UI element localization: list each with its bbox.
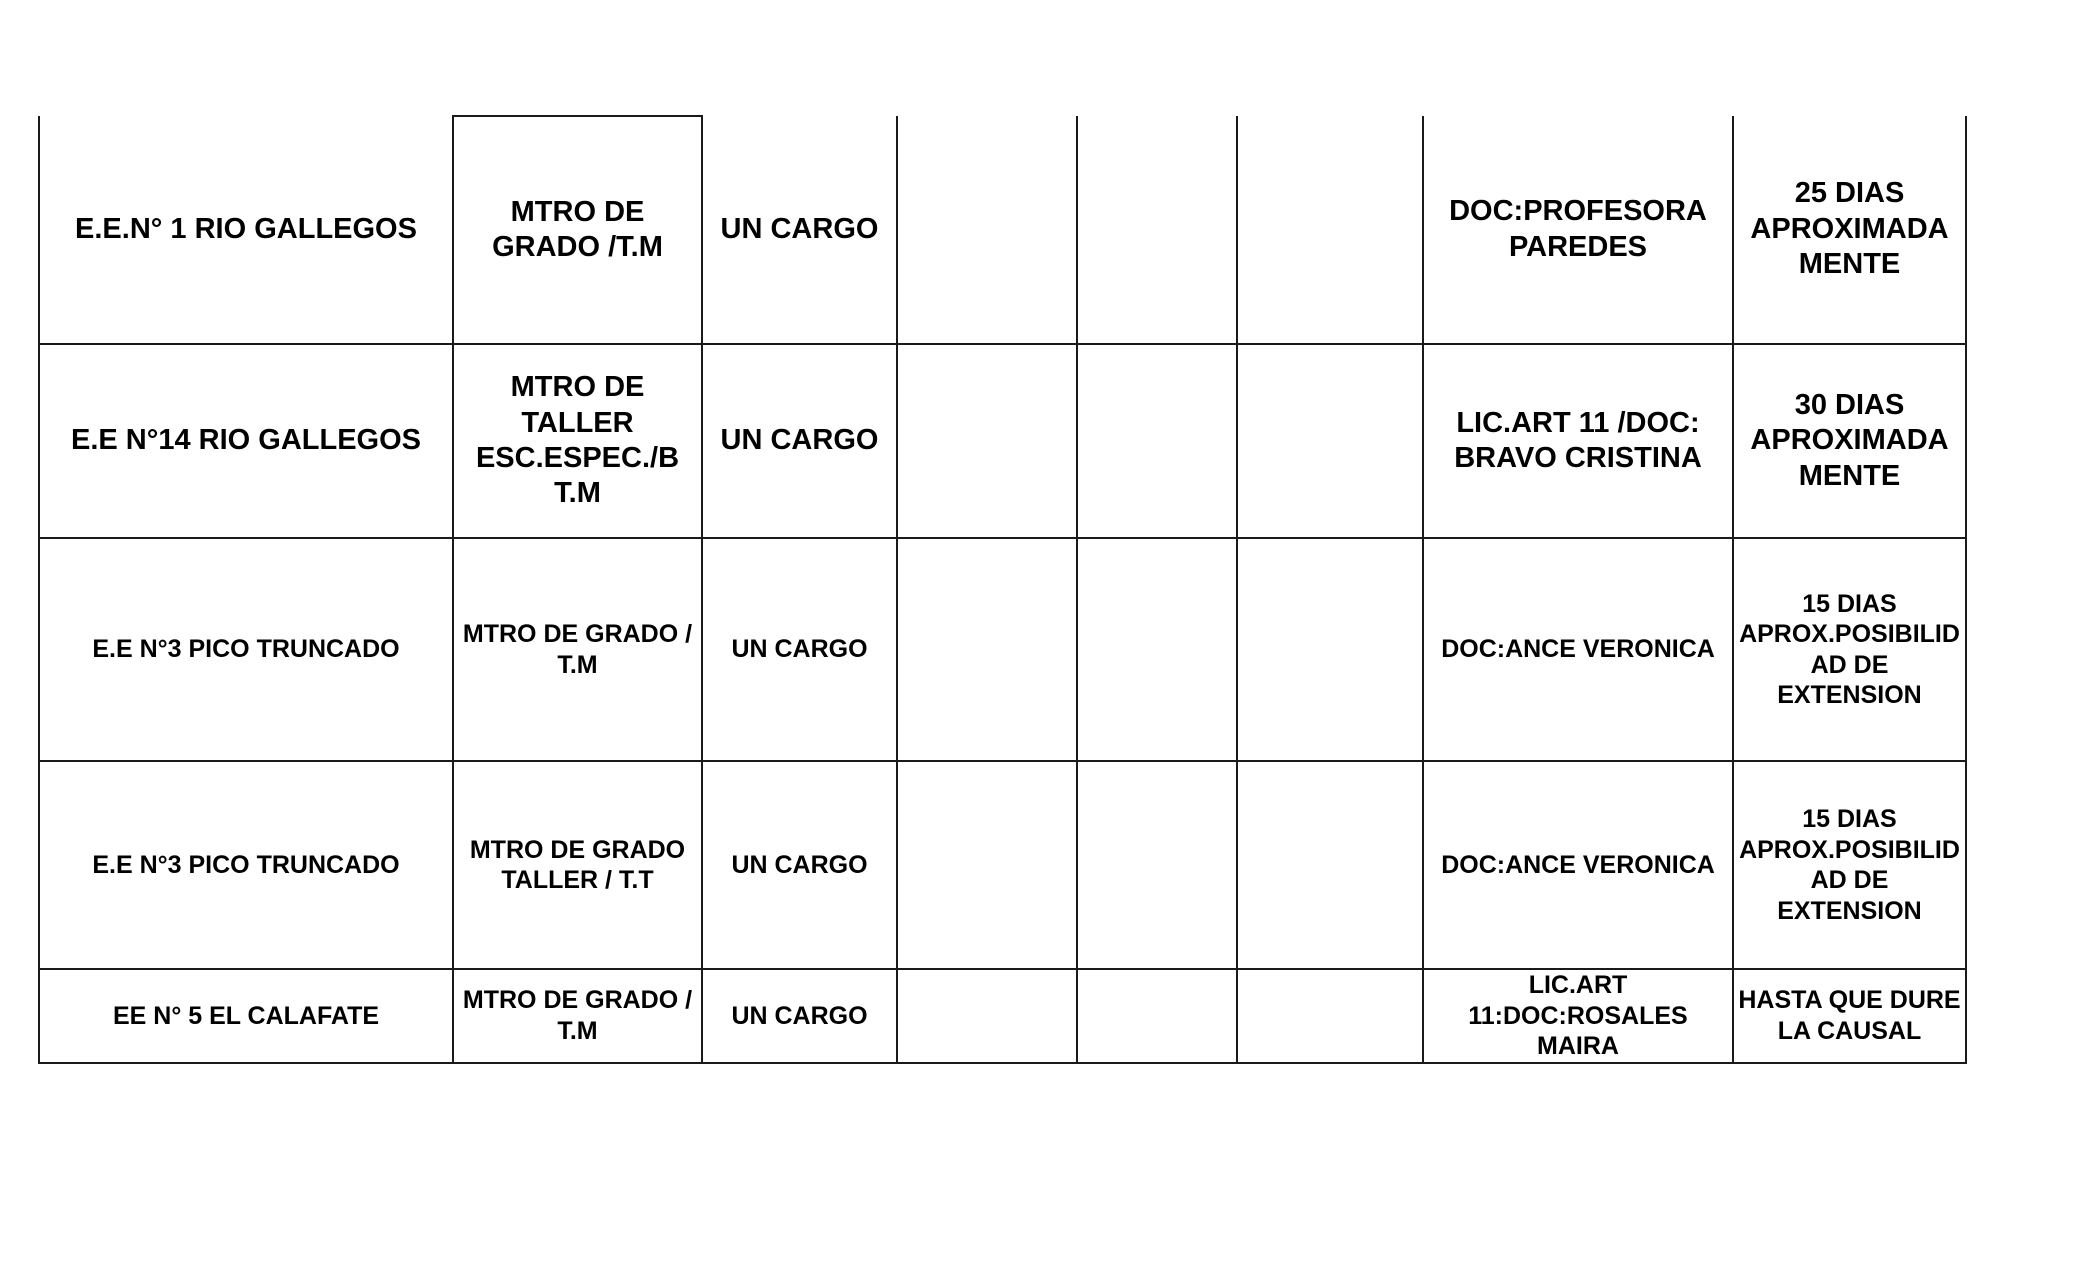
school-cell: E.E N°3 PICO TRUNCADO [39, 538, 453, 761]
table-row [39, 761, 1966, 969]
empty-cell [1077, 344, 1237, 538]
position-cell: MTRO DE GRADO /T.M [453, 116, 702, 344]
empty-cell [1077, 538, 1237, 761]
empty-cell [897, 344, 1077, 538]
position-cell: MTRO DE GRADO TALLER / T.T [453, 761, 702, 969]
quantity-cell: UN CARGO [702, 116, 897, 344]
reason-cell: LIC.ART 11 /DOC: BRAVO CRISTINA [1423, 344, 1733, 538]
school-cell: E.E N°3 PICO TRUNCADO [39, 761, 453, 969]
table-row [39, 116, 1966, 344]
empty-cell [897, 969, 1077, 1063]
school-cell: E.E N°14 RIO GALLEGOS [39, 344, 453, 538]
duration-cell: 15 DIAS APROX.POSIBILID AD DE EXTENSION [1733, 538, 1966, 761]
table-row [39, 538, 1966, 761]
quantity-cell: UN CARGO [702, 969, 897, 1063]
vacancy-table [38, 115, 1967, 1064]
reason-cell: DOC:ANCE VERONICA [1423, 761, 1733, 969]
quantity-cell: UN CARGO [702, 344, 897, 538]
empty-cell [1237, 344, 1423, 538]
empty-cell [897, 116, 1077, 344]
position-cell: MTRO DE TALLER ESC.ESPEC./B T.M [453, 344, 702, 538]
table-row [39, 344, 1966, 538]
reason-cell: LIC.ART 11:DOC:ROSALES MAIRA [1423, 969, 1733, 1063]
duration-cell: 30 DIAS APROXIMADA MENTE [1733, 344, 1966, 538]
empty-cell [1237, 538, 1423, 761]
reason-cell: DOC:ANCE VERONICA [1423, 538, 1733, 761]
reason-cell: DOC:PROFESORA PAREDES [1423, 116, 1733, 344]
empty-cell [897, 761, 1077, 969]
school-cell: EE N° 5 EL CALAFATE [39, 969, 453, 1063]
empty-cell [1237, 969, 1423, 1063]
school-cell: E.E.N° 1 RIO GALLEGOS [39, 116, 453, 344]
duration-cell: 25 DIAS APROXIMADA MENTE [1733, 116, 1966, 344]
empty-cell [1237, 761, 1423, 969]
table-row [39, 969, 1966, 1063]
empty-cell [1077, 969, 1237, 1063]
quantity-cell: UN CARGO [702, 761, 897, 969]
empty-cell [1077, 116, 1237, 344]
duration-cell: 15 DIAS APROX.POSIBILID AD DE EXTENSION [1733, 761, 1966, 969]
position-cell: MTRO DE GRADO / T.M [453, 969, 702, 1063]
empty-cell [897, 538, 1077, 761]
empty-cell [1077, 761, 1237, 969]
quantity-cell: UN CARGO [702, 538, 897, 761]
position-cell: MTRO DE GRADO / T.M [453, 538, 702, 761]
duration-cell: HASTA QUE DURE LA CAUSAL [1733, 969, 1966, 1063]
empty-cell [1237, 116, 1423, 344]
